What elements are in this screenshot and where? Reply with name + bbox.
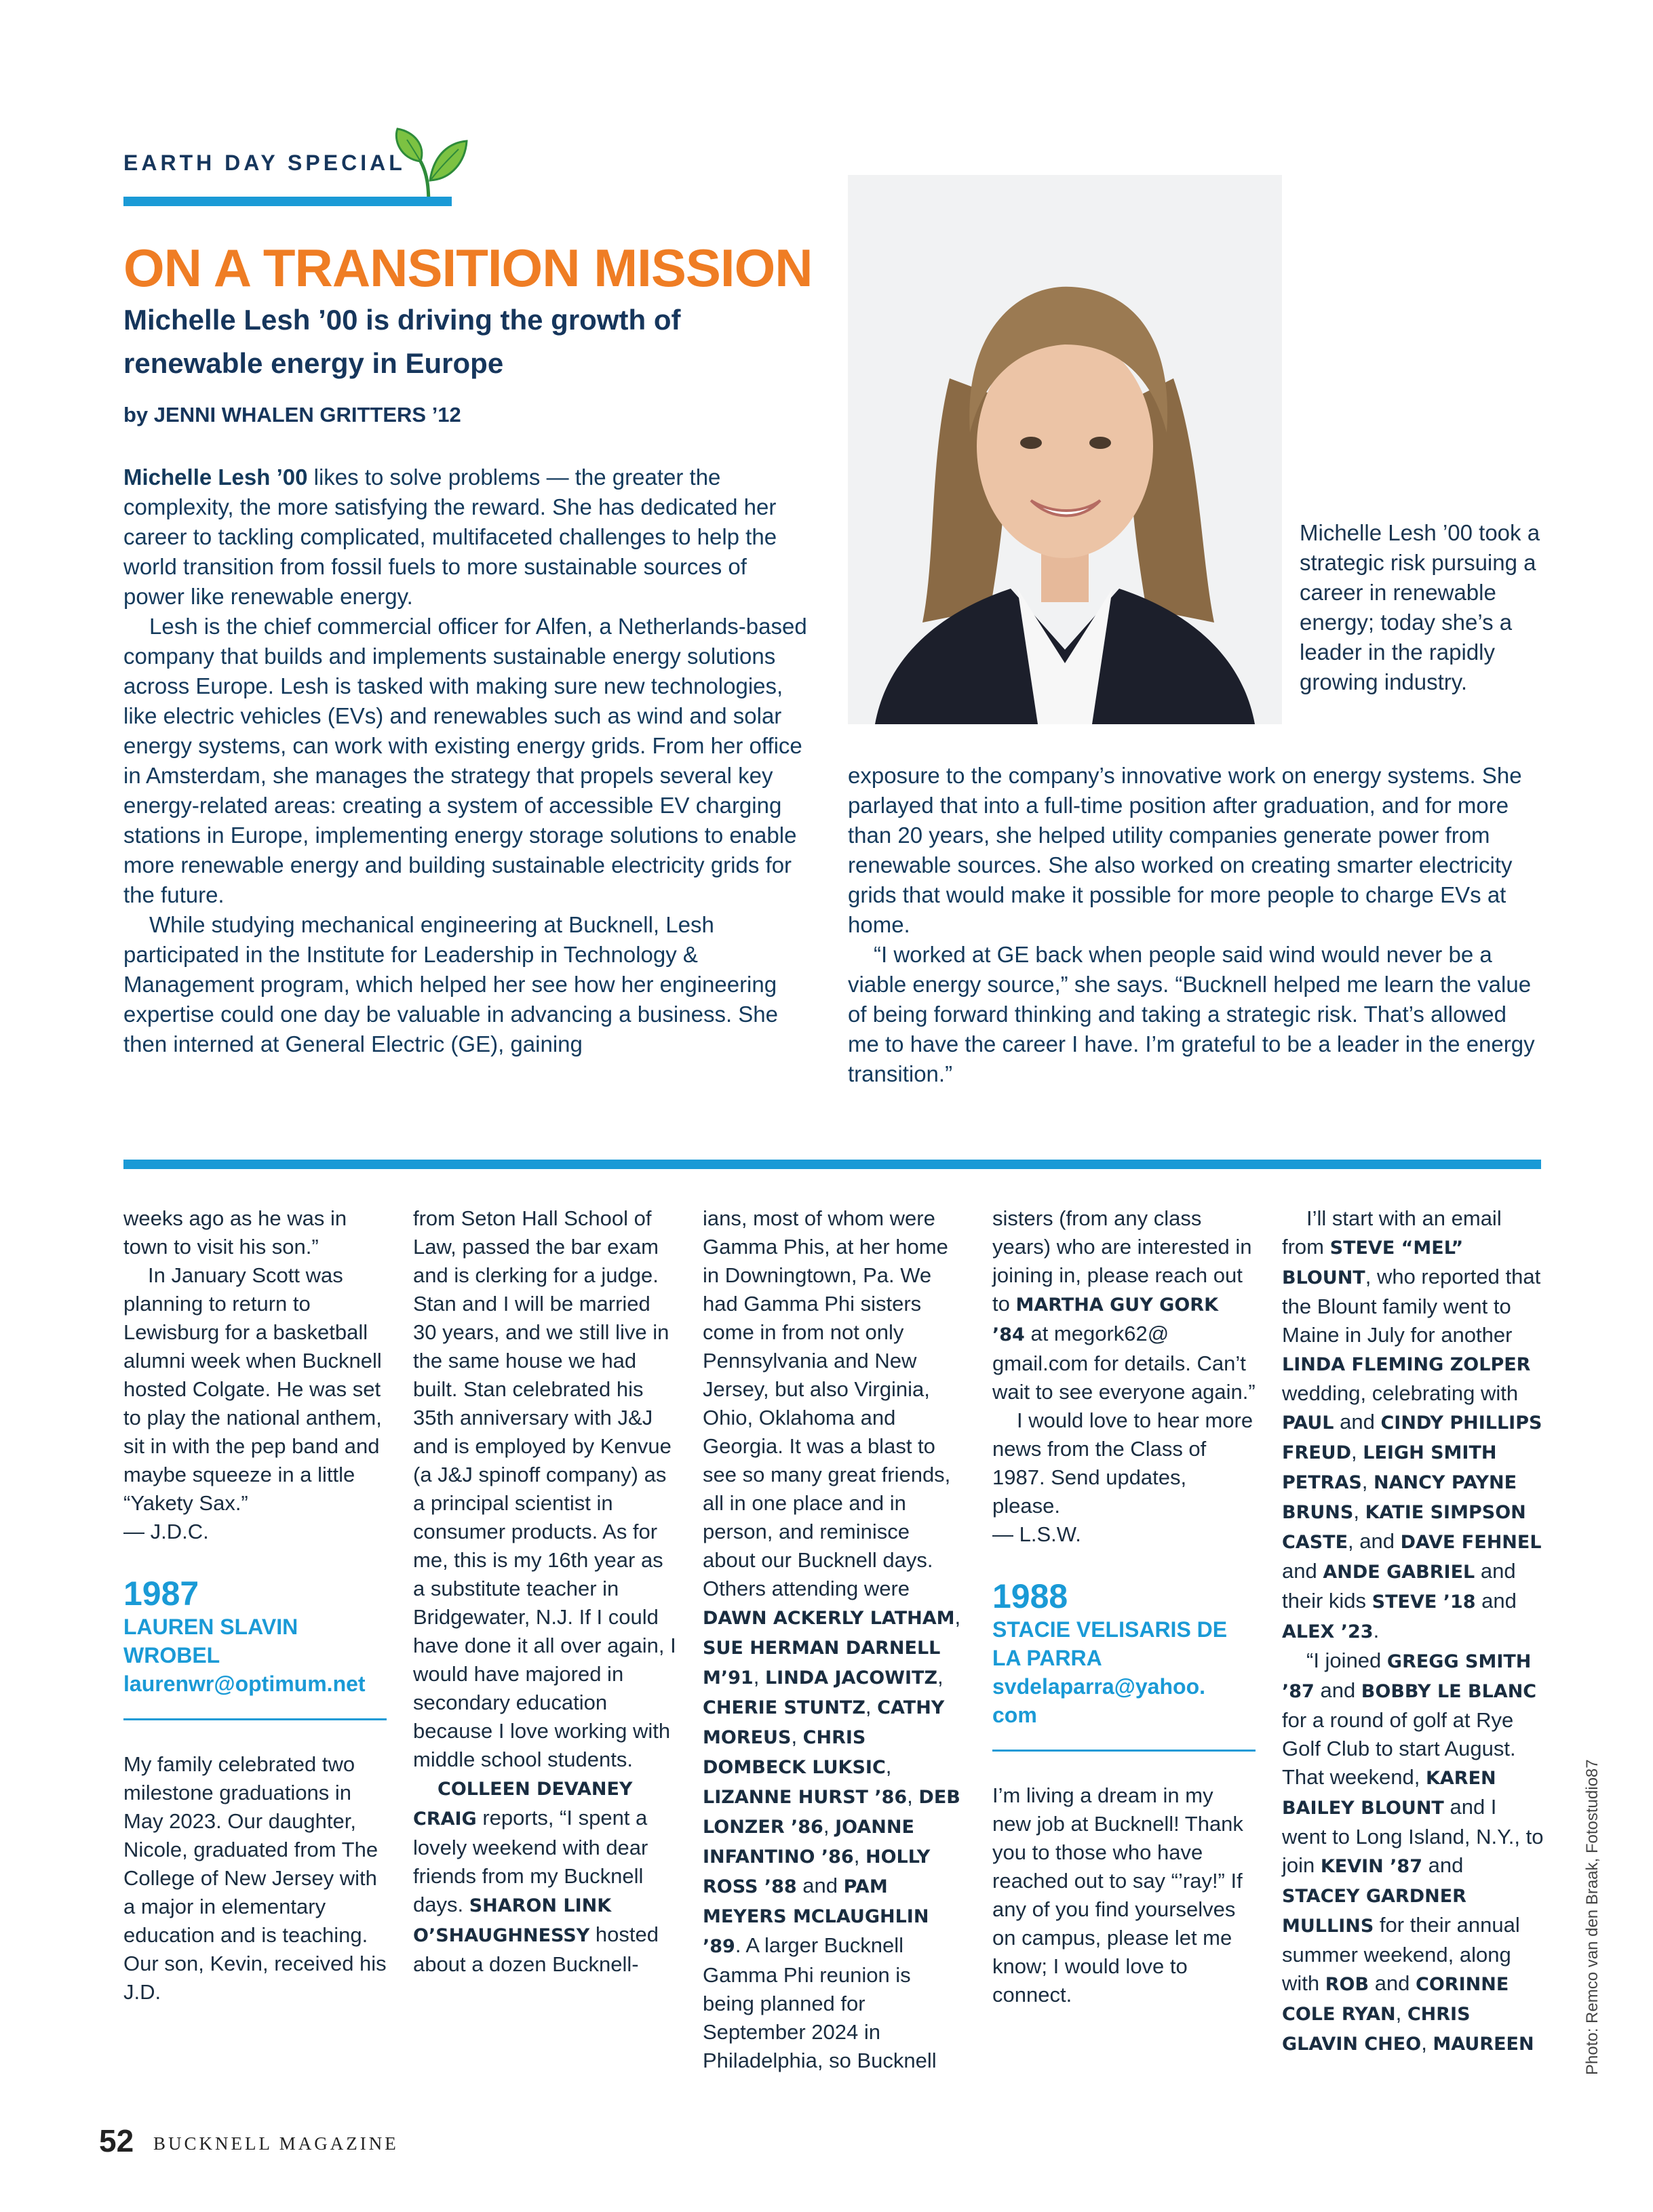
photo-caption: Michelle Lesh ’00 took a strategic risk pursuing a career in renewable energy; today she’s a leader in the rapidly growing industry. — [1300, 520, 1540, 694]
alumni-name: CHRIS GLAVIN CHEO — [1282, 2004, 1471, 2055]
note-paragraph: In January Scott was planning to return to Lewisburg for a basketball alumni week when Bucknell hosted Colgate. He was set to play the national anthem, sit in with the pep band and maybe squeeze in a little “Yakety Sax.” — [123, 1263, 382, 1515]
alumni-name: PAM MEYERS MCLAUGHLIN ’89 — [703, 1876, 929, 1957]
alumni-name: SUE HERMAN DARNELL M’91 — [703, 1638, 941, 1688]
alumni-name: ALEX ’23 — [1282, 1621, 1374, 1642]
byline: by JENNI WHALEN GRITTERS ’12 — [123, 403, 461, 427]
class-year-header — [992, 1577, 1256, 1752]
alumni-name: MAUREEN — [1433, 2034, 1534, 2055]
article-paragraph: exposure to the company’s innovative work on energy systems. She parlayed that into a full-time position after graduation, and for more than 20 years, she helped utility companies generate power from renewable sources. She also worked on creating smarter electricity grids that would make it possible for more people to charge EVs at home. — [848, 763, 1522, 937]
subject-name: Michelle Lesh ’00 — [123, 465, 308, 490]
photo-credit: Photo: Remco van den Braak, Fotostudio87 — [1583, 1759, 1601, 2075]
alumni-name: KEVIN ’87 — [1320, 1856, 1423, 1877]
page-number: 52 — [99, 2123, 134, 2158]
alumni-name: DEB LONZER ’86 — [703, 1787, 960, 1838]
alumni-name: JOANNE INFANTINO ’86 — [703, 1817, 914, 1868]
year-rule — [123, 1718, 387, 1720]
note-paragraph: “I joined GREGG SMITH ’87 and BOBBY LE BLANC for a round of golf at Rye Golf Club to start August. That weekend, KAREN BAILEY BLOUNT and I went to Long Island, N.Y., to join KEVIN ’87 and STACEY GARDNER MULLINS for their annual summer weekend, along with ROB and CORINNE COLE RYAN, CHRIS GLAVIN CHEO, MAUREEN — [1282, 1648, 1544, 2055]
alumni-name: ROB — [1325, 1974, 1369, 1995]
article-paragraph: While studying mechanical engineering at Bucknell, Lesh participated in the Institute for Leadership in Technology & Management program, which helped her see how her engineering expertise could one day be valuable in advancing a business. She then interned at General Electric (GE), gaining — [123, 912, 778, 1056]
note-paragraph: from Seton Hall School of Law, passed the bar exam and is clerking for a judge. Stan and I will be married 30 years, and we still live in the same house we had built. Stan celebrated his 35th anniversary with J&J and is employed by Kenvue (a J&J spinoff company) as a principal scientist in consumer products. As for me, this is my 16th year as a substitute teacher in Bridgewater, N.J. If I could have done it all over again, I would have majored in secondary education because I love working with middle school students. — [413, 1206, 676, 1771]
alumni-name: ANDE GABRIEL — [1323, 1562, 1475, 1583]
note-paragraph: I’ll start with an email from STEVE “MEL” BLOUNT, who reported that the Blount family went to Maine in July for another LINDA FLEMING ZOLPER wedding, celebrating with PAUL and CINDY PHILLIPS FREUD, LEIGH SMITH PETRAS, NANCY PAYNE BRUNS, KATIE SIMPSON CASTE, and DAVE FEHNEL and ANDE GABRIEL and their kids STEVE ’18 and ALEX ’23. — [1282, 1206, 1542, 1642]
alumni-name: PAUL — [1282, 1413, 1334, 1434]
article-column-left — [123, 462, 809, 1059]
alumni-name: NANCY PAYNE BRUNS — [1282, 1472, 1517, 1523]
leaf-sprout-icon — [393, 126, 468, 208]
alumni-name: BOBBY LE BLANC — [1361, 1681, 1537, 1702]
alumni-name: STEVE ’18 — [1372, 1592, 1476, 1613]
note-paragraph: My family celebrated two milestone graduations in May 2023. Our daughter, Nicole, graduated from The College of New Jersey with a major in elementary education and is teaching. Our son, Kevin, received his J.D. — [123, 1752, 387, 2004]
alumni-name: MARTHA GUY GORK ’84 — [992, 1295, 1218, 1345]
alumni-name: CATHY MOREUS — [703, 1697, 945, 1748]
class-notes-column-3 — [703, 1204, 966, 2075]
class-notes-column-1 — [123, 1204, 387, 2007]
alumni-name: STACEY GARDNER MULLINS — [1282, 1886, 1466, 1937]
alumni-name: DAVE FEHNEL — [1400, 1532, 1542, 1553]
article-column-right — [848, 761, 1540, 1089]
class-correspondent: LAUREN SLAVIN WROBEL — [123, 1615, 298, 1667]
portrait-photo — [848, 175, 1282, 724]
alumni-name: CORINNE COLE RYAN — [1282, 1974, 1509, 2025]
alumni-name: HOLLY ROSS ’88 — [703, 1846, 931, 1897]
note-paragraph: ians, most of whom were Gamma Phis, at her home in Downingtown, Pa. We had Gamma Phi sisters come in from not only Pennsylvania and New Jersey, but also Virginia, Ohio, Oklahoma and Georgia. It was a blast to see so many great friends, all in one place and in person, and reminisce about our Bucknell days. Others attending were DAWN ACKERLY LATHAM, SUE HERMAN DARNELL M’91, LINDA JACOWITZ, CHERIE STUNTZ, CATHY MOREUS, CHRIS DOMBECK LUKSIC, LIZANNE HURST ’86, DEB LONZER ’86, JOANNE INFANTINO ’86, HOLLY ROSS ’88 and PAM MEYERS MCLAUGHLIN ’89. A larger Bucknell Gamma Phi reunion is being planned for September 2024 in Philadelphia, so Bucknell — [703, 1206, 961, 2072]
class-notes-column-2 — [413, 1204, 676, 1979]
note-paragraph: COLLEEN DEVANEY CRAIG reports, “I spent a lovely weekend with dear friends from my Bucknell days. SHARON LINK O’SHAUGHNESSY hosted about a dozen Bucknell- — [413, 1779, 659, 1976]
alumni-name: CHRIS DOMBECK LUKSIC — [703, 1727, 886, 1778]
article-paragraph: Michelle Lesh ’00 likes to solve problems — the greater the complexity, the more satisfying the reward. She has dedicated her career to tackling complicated, multifaceted challenges to help the world transition from fossil fuels to more sustainable sources of power like renewable energy. — [123, 465, 777, 609]
class-year: 1987 — [123, 1575, 199, 1613]
note-signoff: — L.S.W. — [992, 1522, 1081, 1546]
alumni-name: COLLEEN DEVANEY CRAIG — [413, 1779, 633, 1830]
alumni-name: LIZANNE HURST ’86 — [703, 1787, 908, 1808]
kicker-rule — [123, 197, 452, 206]
section-kicker: EARTH DAY SPECIAL — [123, 151, 406, 175]
correspondent-email[interactable]: laurenwr@optimum.net — [123, 1672, 366, 1696]
note-paragraph: I’m living a dream in my new job at Bucknell! Thank you to those who have reached out to say “’ray!” If any of you find yourselves on campus, please let me know; I would love to connect. — [992, 1783, 1243, 2007]
article-paragraph: “I worked at GE back when people said wind would never be a viable energy source,” she says. “Bucknell helped me learn the value of being forward thinking and taking a strategic risk. That’s allowed me to have the career I have. I’m grateful to be a leader in the energy transition.” — [848, 942, 1535, 1086]
alumni-name: KAREN BAILEY BLOUNT — [1282, 1768, 1496, 1819]
class-notes-column-5 — [1282, 1204, 1545, 2059]
section-divider — [123, 1160, 1541, 1169]
alumni-name: LINDA FLEMING ZOLPER — [1282, 1354, 1531, 1375]
alumni-name: LINDA JACOWITZ — [764, 1667, 938, 1688]
alumni-name: LEIGH SMITH PETRAS — [1282, 1442, 1497, 1493]
alumni-name: CINDY PHILLIPS FREUD — [1282, 1413, 1542, 1463]
alumni-name: STEVE “MEL” BLOUNT — [1282, 1238, 1464, 1288]
note-paragraph: weeks ago as he was in town to visit his son.” — [123, 1206, 347, 1259]
alumni-name: CHERIE STUNTZ — [703, 1697, 866, 1718]
alumni-name: DAWN ACKERLY LATHAM — [703, 1608, 955, 1629]
class-year: 1988 — [992, 1577, 1068, 1615]
note-paragraph: I would love to hear more news from the Class of 1987. Send updates, please. — [992, 1408, 1253, 1518]
article-paragraph: Lesh is the chief commercial officer for Alfen, a Netherlands-based company that builds and implements sustainable energy solutions across Europe. Lesh is tasked with making sure new technologies, like electric vehicles (EVs) and renewables such as wind and solar energy systems, can work with existing energy grids. From her office in Amsterdam, she manages the strategy that propels several key energy-related areas: creating a system of accessible EV charging stations in Europe, implementing energy storage solutions to enable more renewable energy and building sustainable electricity grids for the future. — [123, 614, 807, 907]
note-signoff: — J.D.C. — [123, 1520, 209, 1543]
alumni-name: SHARON LINK O’SHAUGHNESSY — [413, 1895, 612, 1946]
class-correspondent: STACIE VELISARIS DE LA PARRA — [992, 1617, 1228, 1670]
year-rule — [992, 1750, 1256, 1752]
article-deck: Michelle Lesh ’00 is driving the growth of renewable energy in Europe — [123, 304, 681, 379]
alumni-name: GREGG SMITH ’87 — [1282, 1651, 1532, 1702]
alumni-name: KATIE SIMPSON CASTE — [1282, 1502, 1526, 1553]
article-headline: ON A TRANSITION MISSION — [123, 238, 813, 298]
correspondent-email[interactable]: svdelaparra@yahoo. com — [992, 1674, 1205, 1727]
class-notes-column-4 — [992, 1204, 1256, 2009]
publication-name: BUCKNELL MAGAZINE — [153, 2133, 399, 2154]
class-year-header — [123, 1575, 387, 1720]
note-paragraph: sisters (from any class years) who are interested in joining in, please reach out to MARTHA GUY GORK ’84 at megork62@ gmail.com for details. Can’t wait to see everyone again.” — [992, 1206, 1256, 1404]
